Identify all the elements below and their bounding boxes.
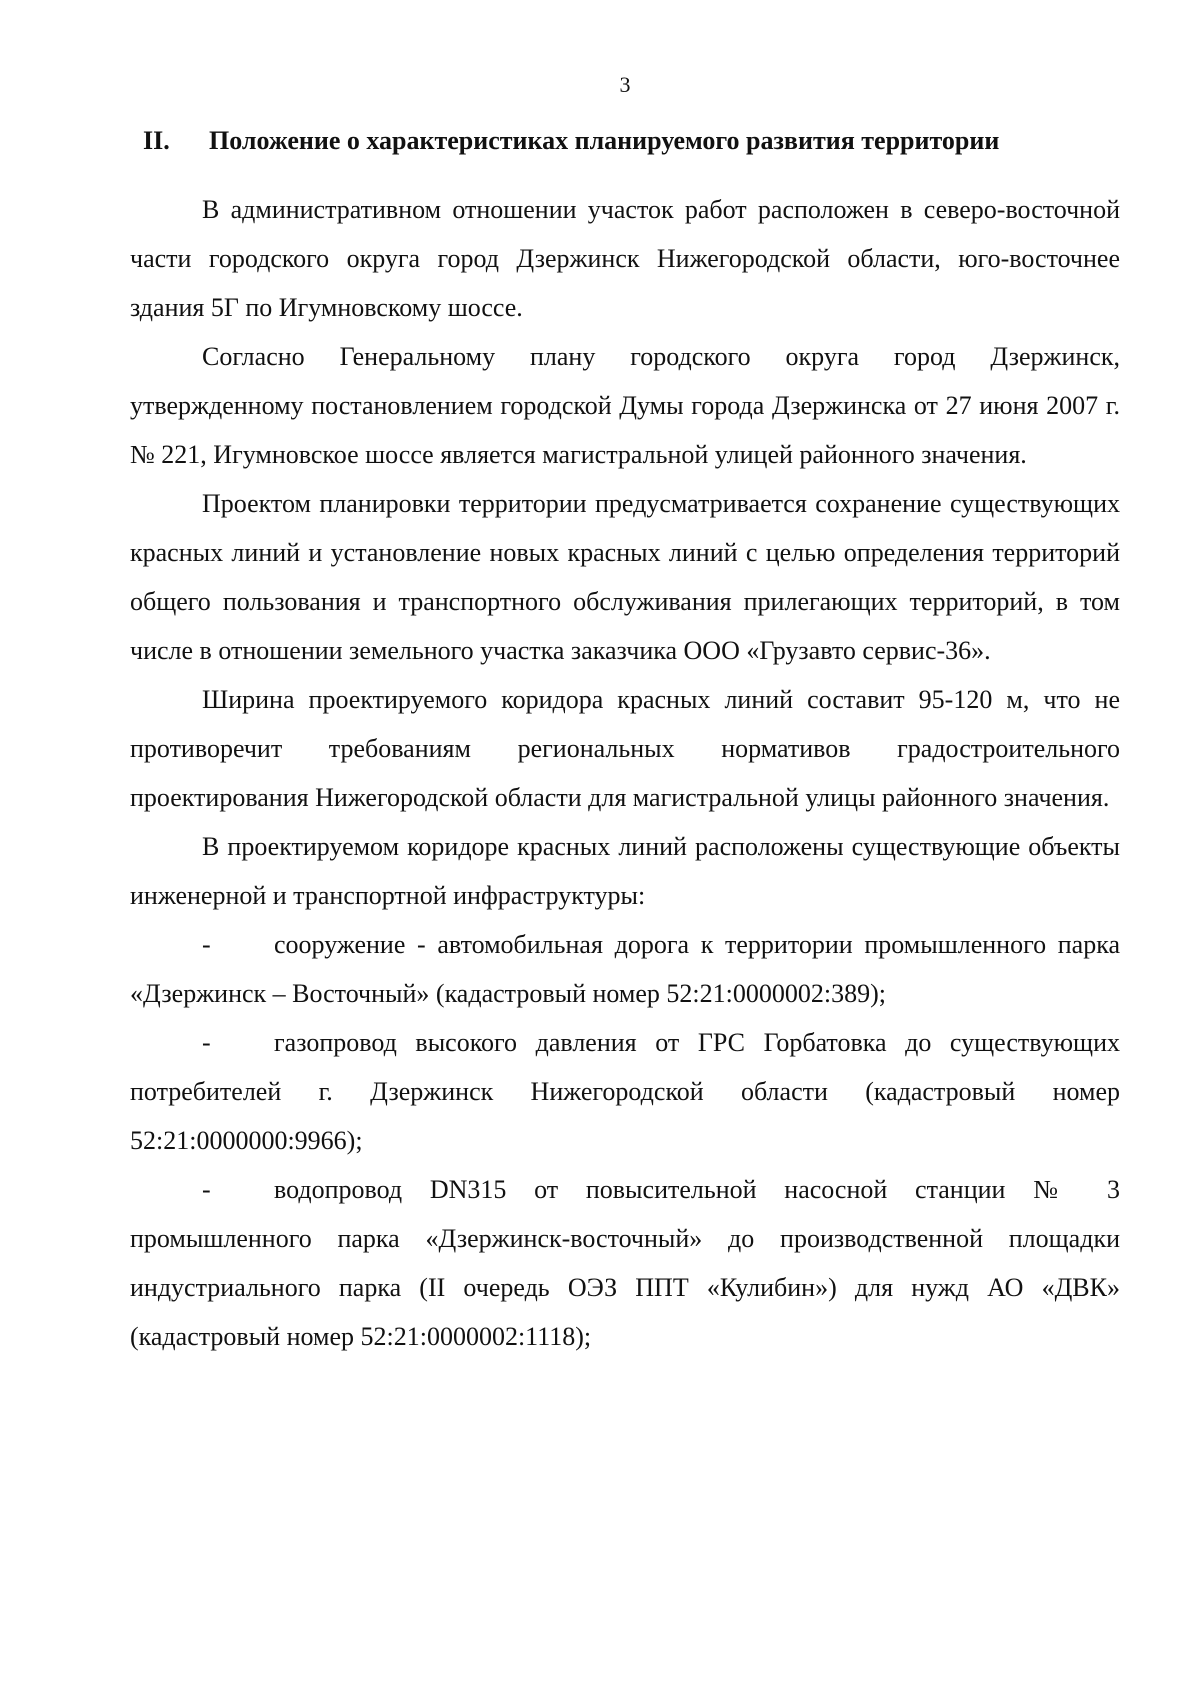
section-number: II.	[143, 126, 170, 155]
list-item	[130, 920, 1120, 1018]
section-heading	[143, 124, 1133, 158]
list-item	[130, 1018, 1120, 1165]
paragraph-general-plan: Согласно Генеральному плану городского округа город Дзержинск, утвержденному постановлением городской Думы города Дзержинска от 27 июня 2007 г. № 221, Игумновское шоссе является магистральной улицей районного значения.	[130, 342, 1120, 469]
paragraph-corridor-width: Ширина проектируемого коридора красных линий составит 95-120 м, что не противоречит требованиям региональных нормативов градостроительного проектирования Нижегородской области для магистральной улицы районного значения.	[130, 685, 1120, 812]
list-dash: -	[202, 1028, 211, 1057]
list-dash: -	[202, 1175, 211, 1204]
document-body	[130, 185, 1120, 1361]
page-number: 3	[619, 72, 631, 97]
list-dash: -	[202, 930, 211, 959]
paragraph-location: В административном отношении участок работ расположен в северо-восточной части городского округа город Дзержинск Нижегородской области, юго-восточнее здания 5Г по Игумновскому шоссе.	[130, 195, 1120, 322]
list-item-text: газопровод высокого давления от ГРС Горбатовка до существующих потребителей г. Дзержинск Нижегородской области (кадастровый номер 52:21:0000000:9966);	[130, 1028, 1120, 1155]
list-item	[130, 1165, 1120, 1361]
paragraph-infrastructure-intro: В проектируемом коридоре красных линий расположены существующие объекты инженерной и транспортной инфраструктуры:	[130, 832, 1120, 910]
section-title: Положение о характеристиках планируемого развития территории	[209, 126, 1000, 155]
list-item-text: сооружение - автомобильная дорога к территории промышленного парка «Дзержинск – Восточный» (кадастровый номер 52:21:0000002:389);	[130, 930, 1120, 1008]
list-item-text: водопровод DN315 от повысительной насосной станции № 3 промышленного парка «Дзержинск-восточный» до производственной площадки индустриального парка (II очередь ОЭЗ ППТ «Кулибин») для нужд АО «ДВК» (кадастровый номер 52:21:0000002:1118);	[130, 1175, 1120, 1351]
paragraph-planning-project: Проектом планировки территории предусматривается сохранение существующих красных линий и установление новых красных линий с целью определения территорий общего пользования и транспортного обслуживания прилегающих территорий, в том числе в отношении земельного участка заказчика ООО «Грузавто сервис-36».	[130, 489, 1120, 665]
